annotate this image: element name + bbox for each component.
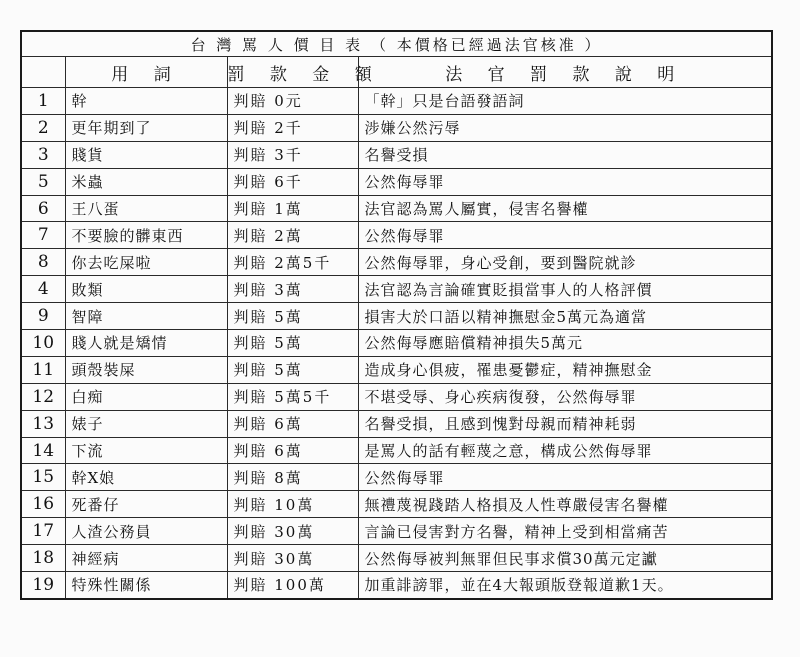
row-number: 3 (21, 141, 65, 168)
table-row (21, 572, 772, 599)
table-row (21, 276, 772, 303)
row-fine: 判賠 3萬 (227, 276, 358, 303)
header-row (21, 57, 772, 88)
table-row (21, 303, 772, 330)
row-number: 17 (21, 518, 65, 545)
row-term: 幹 (65, 88, 227, 115)
row-note: 加重誹謗罪，並在4大報頭版登報道歉1天。 (358, 572, 772, 599)
row-fine: 判賠 6萬 (227, 410, 358, 437)
table-row (21, 222, 772, 249)
row-number: 5 (21, 168, 65, 195)
table-row (21, 410, 772, 437)
table-row (21, 249, 772, 276)
table-row (21, 437, 772, 464)
row-note: 公然侮辱罪 (358, 168, 772, 195)
row-number: 12 (21, 383, 65, 410)
row-fine: 判賠 30萬 (227, 518, 358, 545)
table-title: 台 灣 罵 人 價 目 表 （ 本價格已經過法官核准 ） (21, 31, 772, 57)
row-fine: 判賠 2萬 (227, 222, 358, 249)
header-term: 用 詞 (65, 57, 227, 88)
row-note: 公然侮辱罪 (358, 464, 772, 491)
row-fine: 判賠 30萬 (227, 545, 358, 572)
row-term: 不要臉的髒東西 (65, 222, 227, 249)
table-row (21, 168, 772, 195)
row-number: 19 (21, 572, 65, 599)
table-row (21, 464, 772, 491)
row-note: 不堪受辱、身心疾病復發，公然侮辱罪 (358, 383, 772, 410)
row-term: 賤貨 (65, 141, 227, 168)
table-row (21, 114, 772, 141)
row-note: 名譽受損，且感到愧對母親而精神耗弱 (358, 410, 772, 437)
row-number: 11 (21, 356, 65, 383)
row-note: 損害大於口語以精神撫慰金5萬元為適當 (358, 303, 772, 330)
row-fine: 判賠 100萬 (227, 572, 358, 599)
header-fine: 罰 款 金 額 (227, 57, 358, 88)
row-fine: 判賠 5萬 (227, 356, 358, 383)
table-row (21, 141, 772, 168)
row-fine: 判賠 5萬5千 (227, 383, 358, 410)
row-note: 公然侮辱罪，身心受創，要到醫院就診 (358, 249, 772, 276)
row-fine: 判賠 6萬 (227, 437, 358, 464)
row-number: 1 (21, 88, 65, 115)
row-number: 10 (21, 330, 65, 357)
row-term: 特殊性關係 (65, 572, 227, 599)
row-term: 幹X娘 (65, 464, 227, 491)
row-note: 無禮蔑視踐踏人格損及人性尊嚴侵害名譽權 (358, 491, 772, 518)
row-term: 敗類 (65, 276, 227, 303)
header-number (21, 57, 65, 88)
header-note: 法 官 罰 款 說 明 (358, 57, 772, 88)
row-term: 米蟲 (65, 168, 227, 195)
row-note: 公然侮辱罪 (358, 222, 772, 249)
row-number: 18 (21, 545, 65, 572)
row-term: 智障 (65, 303, 227, 330)
row-number: 16 (21, 491, 65, 518)
price-table (20, 30, 773, 600)
row-note: 公然侮辱應賠償精神損失5萬元 (358, 330, 772, 357)
table-row (21, 518, 772, 545)
row-fine: 判賠 1萬 (227, 195, 358, 222)
table-row (21, 195, 772, 222)
row-note: 名譽受損 (358, 141, 772, 168)
table-row (21, 491, 772, 518)
row-term: 你去吃屎啦 (65, 249, 227, 276)
row-number: 13 (21, 410, 65, 437)
row-note: 「幹」只是台語發語詞 (358, 88, 772, 115)
table-row (21, 383, 772, 410)
table-row (21, 88, 772, 115)
table-row (21, 330, 772, 357)
row-number: 7 (21, 222, 65, 249)
row-fine: 判賠 5萬 (227, 330, 358, 357)
row-fine: 判賠 2千 (227, 114, 358, 141)
row-term: 賤人就是矯情 (65, 330, 227, 357)
row-fine: 判賠 5萬 (227, 303, 358, 330)
row-term: 人渣公務員 (65, 518, 227, 545)
row-note: 是罵人的話有輕蔑之意，構成公然侮辱罪 (358, 437, 772, 464)
row-note: 法官認為罵人屬實，侵害名譽權 (358, 195, 772, 222)
table-row (21, 545, 772, 572)
row-number: 14 (21, 437, 65, 464)
row-note: 涉嫌公然污辱 (358, 114, 772, 141)
title-row (21, 31, 772, 57)
row-term: 死番仔 (65, 491, 227, 518)
row-fine: 判賠 0元 (227, 88, 358, 115)
row-number: 15 (21, 464, 65, 491)
row-number: 8 (21, 249, 65, 276)
row-note: 公然侮辱被判無罪但民事求償30萬元定讞 (358, 545, 772, 572)
row-fine: 判賠 2萬5千 (227, 249, 358, 276)
row-fine: 判賠 3千 (227, 141, 358, 168)
row-term: 婊子 (65, 410, 227, 437)
row-term: 頭殼裝屎 (65, 356, 227, 383)
row-term: 下流 (65, 437, 227, 464)
row-number: 6 (21, 195, 65, 222)
row-term: 白痴 (65, 383, 227, 410)
row-note: 法官認為言論確實貶損當事人的人格評價 (358, 276, 772, 303)
row-number: 2 (21, 114, 65, 141)
row-note: 言論已侵害對方名譽，精神上受到相當痛苦 (358, 518, 772, 545)
row-number: 9 (21, 303, 65, 330)
row-fine: 判賠 10萬 (227, 491, 358, 518)
row-note: 造成身心俱疲，罹患憂鬱症，精神撫慰金 (358, 356, 772, 383)
row-number: 4 (21, 276, 65, 303)
table-row (21, 356, 772, 383)
row-term: 更年期到了 (65, 114, 227, 141)
row-fine: 判賠 8萬 (227, 464, 358, 491)
row-fine: 判賠 6千 (227, 168, 358, 195)
row-term: 神經病 (65, 545, 227, 572)
row-term: 王八蛋 (65, 195, 227, 222)
